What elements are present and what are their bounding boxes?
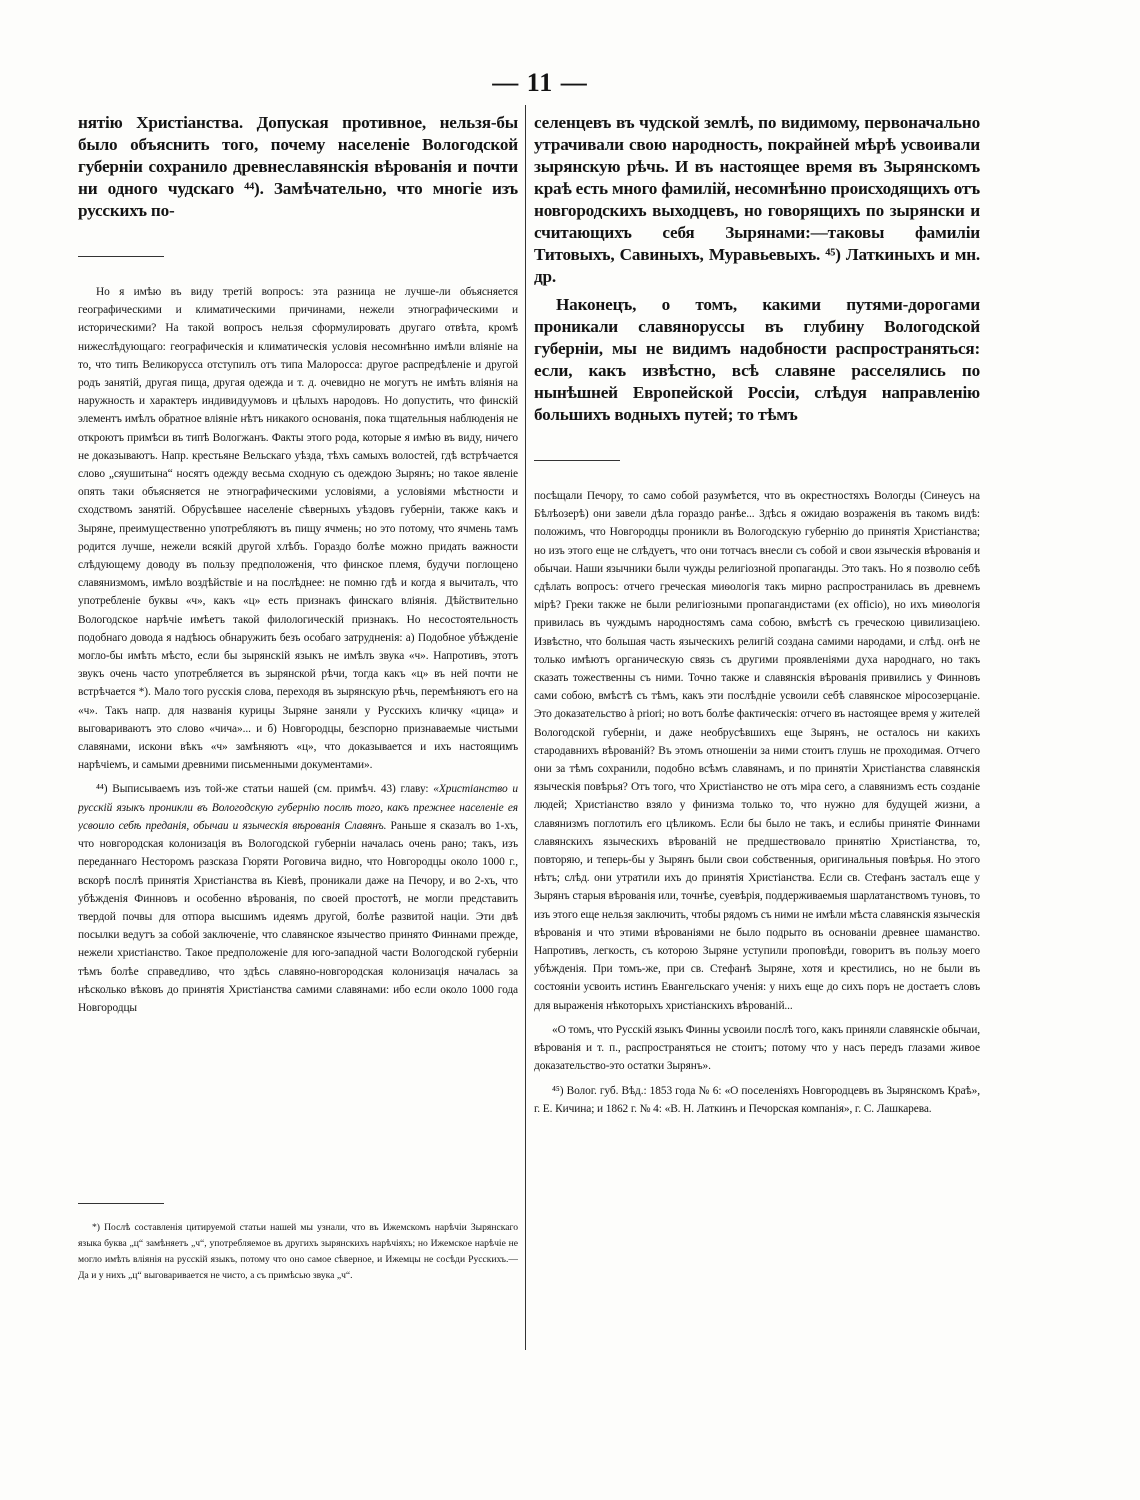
footnote-continued: Но я имѣю въ виду третій вопросъ: эта разница не лучше-ли объясняется географическими и климатическими причинами, нежели этнографическими и историческими? На такой вопросъ нельзя сформулировать другаго отвѣта, кромѣ нижеслѣдующаго: географическія и климатическія условія несомнѣнно имѣли вліяніе на то, что типъ Великорусса отступилъ отъ типа Малоросса: другое распредѣленіе и другой родъ занятій, другая пища, другая одежда и т. д. очевидно не могутъ не имѣть вліянія на наружность и характеръ индивидуумовъ и цѣлыхъ народовъ. Но допустить, что финскій элементъ имѣлъ обратное вліяніе нѣтъ никакого основанія, пока тщательныя наблюденія не откроютъ примѣси въ типѣ Вологжанъ. Факты этого рода, которые я имѣю въ виду, ничего не доказываютъ. Напр. крестьяне Вельскаго уѣзда, тѣхъ самыхъ волостей, гдѣ встрѣчается слово „сяушитына“ носятъ одежду весьма сходную съ одеждою Зырянъ; но такое явленіе опять таки объясняется не этнографическими условіями, а условіями мѣстности и сходствомъ занятій. Обрусѣвшее населеніе сѣверныхъ уѣздовъ губерніи, также какъ и Зыряне, преимущественно употребляютъ въ пищу ячмень; но это потому, что ячмень тамъ родится лучше, нежели всякій другой хлѣбъ. Гораздо болѣе можно придать важности слѣдующему доводу въ пользу предположенія, что финское племя, будучи поглощено славянизмомъ, имѣло воздѣйствіе и на послѣднее: не помню гдѣ и когда я вычиталъ, что употребленіе буквы «ч», какъ «ц» есть признакъ финскаго вліянія. Дѣйствительно Вологодское нарѣчіе имѣетъ такой филологическій признакъ. Но несостоятельность подобнаго довода я надѣюсь обнаружить безъ особаго затрудненія: а) Подобное убѣжденіе могло-бы имѣть мѣсто, если бы зырянскій языкъ не имѣлъ звука «ч». Напротивъ, этотъ звукъ очень часто употребляется въ зырянской рѣчи, тогда какъ «ц» въ ней почти не встрѣчается *). Мало того русскія слова, переходя въ зырянскую рѣчь, перемѣняютъ его на «ч». Такъ напр. для названія курицы Зыряне заняли у Русскихъ кличку «цица» и выговариваютъ это слово «чича»... и б) Новгородцы, безспорно признаваемые чистыми славянами, искони вѣкъ «ч» замѣняютъ «ц», что доказывается и ихъ настоящимъ нарѣчіемъ, и самыми древними письменными документами». — [78, 286, 518, 772]
page-number: — 11 — — [492, 68, 588, 97]
footnote-44-rest: Раньше я сказалъ во 1-хъ, что новгородская колонизація въ Вологодской губерніи началась очень рано; такъ, изъ переданнаго Несторомъ разсказа Гюряти Роговича видно, что Новгородцы около 1000 г., вскорѣ послѣ принятія Христіанства въ Кіевѣ, проникали даже на Печору, и во 2-хъ, что убѣжденія Финновъ и особенно вѣрованія, по своей простотѣ, не могли представить твердой почвы для отпора высшимъ идеямъ другой, болѣе развитой націи. Эти двѣ посылки ведутъ за собой заключеніе, что славянское язычество принято Финнами прежде, нежели христіанство. Такое предположеніе для юго-западной части Вологодской губерніи тѣмъ болѣе справедливо, что здѣсь славяно-новгородская колонизація началась за нѣсколько вѣковъ до принятія Христіанства самими славянами: ибо если около 1000 года Новгородцы — [78, 819, 518, 1014]
footnote-44 — [78, 780, 518, 1017]
footnote-44-intro: ⁴⁴) Выписываемъ изъ той-же статьи нашей (см. примѣч. 43) главу: — [96, 783, 429, 796]
footnote-separator-right — [534, 460, 620, 461]
left-main-text: нятію Христіанства. Допуская противное, нельзя-бы было объяснить того, почему населеніе Вологодской губерніи сохранило древнеславянскія вѣрованія и почти ни одного чудскаго ⁴⁴). Замѣчательно, что многіе изъ русскихъ по- — [78, 113, 518, 220]
right-column — [534, 112, 980, 1352]
footnote-separator-small — [78, 1203, 164, 1204]
left-bottom-footnote — [78, 1203, 518, 1333]
footnote-44-quote: «Христіанство и русскій языкъ проникли въ Вологодскую губернію послѣ того, какъ прежнее населеніе ея усвоило себѣ преданія, обычаи и языческія вѣрованія Славянъ. — [78, 783, 518, 832]
right-main-text-1: селенцевъ въ чудской землѣ, по видимому, первоначально утрачивали свою народность, покрайней мѣрѣ усвоивали зырянскую рѣчь. И въ настоящее время въ Зырянскомъ краѣ есть много фамилій, несомнѣнно происходящихъ отъ новгородскихъ выходцевъ, но говорящихъ по зырянски и считающихъ себя Зырянами:—таковы фамиліи Титовыхъ, Савиныхъ, Муравьевыхъ. ⁴⁵) Латкиныхъ и мн. др. — [534, 113, 980, 286]
footnote-44-conclusion: «О томъ, что Русскій языкъ Финны усвоили послѣ того, какъ приняли славянскіе обычаи, вѣрованія и т. п., распространяться не стоитъ; потому что у насъ передъ глазами живое доказательство-это остатки Зырянъ». — [534, 1023, 980, 1073]
right-main-text-2: Наконецъ, о томъ, какими путями-дорогами проникали славянорусcы въ глубину Вологодской губерніи, мы не видимъ надобности распространяться: если, какъ извѣстно, всѣ славяне расселялись по нынѣшней Европейской Россіи, слѣдуя направленію большихъ водныхъ путей; то тѣмъ — [534, 295, 980, 424]
footnote-star: *) Послѣ составленія цитируемой статьи нашей мы узнали, что въ Ижемскомъ нарѣчіи Зырянскаго языка буква „ц“ замѣняетъ „ч“, употребляемое въ другихъ зырянскихъ нарѣчіяхъ; но Ижемское нарѣчіе не могло имѣть вліянія на русскій языкъ, потому что оно самое сѣверное, и Ижемцы не сосѣди Русскихъ.— Да и у нихъ „ц“ выговаривается не чисто, а съ примѣсью звука „ч“. — [78, 1222, 518, 1281]
column-divider — [525, 105, 526, 1350]
footnote-45: ⁴⁵) Волог. губ. Вѣд.: 1853 года № 6: «О поселеніяхъ Новгородцевъ въ Зырянскомъ Краѣ», г. Е. Кичина; и 1862 г. № 4: «В. Н. Латкинъ и Печорская компанія», г. С. Лашкарева. — [534, 1084, 980, 1115]
footnote-separator — [78, 256, 164, 257]
left-column — [78, 112, 518, 1352]
footnote-44-continued: посѣщали Печору, то само собой разумѣется, что въ окрестностяхъ Вологды (Синеусъ на Бѣлѣозерѣ) они завели дѣла гораздо ранѣе... Здѣсь я ожидаю возраженія въ такомъ видѣ: положимъ, что Новгородцы проникли въ Вологодскую губернію до принятія Христіанства; но изъ этого еще не слѣдуетъ, что они тотчасъ внесли съ собой и свои языческія вѣрованія и обычаи. Наши язычники были чужды религіозной пропаганды. Это такъ. Но я позволю себѣ сдѣлать вопросъ: отчего греческая миѳологія такъ мирно распространилась въ древнемъ мірѣ? Греки также не были религіозными пропагандистами (ex officio), но ихъ миѳологія привилась въ чуждымъ народностямъ сама собою, вмѣстѣ съ греческою цивилизаціею. Извѣстно, что большая часть языческихъ религій создана самими народами, и слѣд. онѣ не только имѣютъ органическую связь съ другими проявленіями духа народнаго, но такъ сказать тожественны съ ними. Точно также и славянскія вѣрованія привились у Финновъ сами собою, вмѣстѣ съ тѣмъ, какъ эти послѣдніе усвоили себѣ славянское міросозерцаніе. Это доказательство à priori; но вотъ болѣе фактическія: отчего въ настоящее время у жителей Вологодской губерніи, и даже необрусѣвшихъ еще Зырянъ, не осталось ни какихъ стародавнихъ вѣрованій? Въ этомъ отношеніи за ними стоитъ глушь не проходимая. Отчего они за тѣмъ сохранили, подобно всѣмъ славянамъ, и по принятіи Христіанства славянскія языческія повѣрья? Отъ того, что Христіанство не отъ міра сего, а славянизмъ есть созданіе людей; Христіанство взяло у финизма только то, что нужно для будущей жизни, а славянизмъ поглотилъ его цѣликомъ. Если бы было не такъ, и еслибы принятіе Финнами славянскихъ языческихъ вѣрованій не предшествовало принятію Христіанства, то, повторяю, и теперь-бы у Зырянъ были свои собственныя, оригинальныя повѣрья. Но этого нѣтъ; слѣд. они утратили ихъ до принятія Христіанства. Если св. Стефанъ засталъ еще у Зырянъ старыя вѣрованія или, точнѣе, суевѣрія, поддерживаемыя шарлатанствомъ туновъ, то изъ этого еще нельзя заключить, чтобы рядомъ съ ними не имѣли мѣста славянскія языческія вѣрованія и что этими вѣрованіями не было подрыто въ основаніи древнее шаманство. Напротивъ, легкость, съ которою Зыряне уступили проповѣди, говоритъ въ пользу моего убѣжденія. При томъ-же, при св. Стефанѣ Зыряне, хотя и крестились, но не были въ состояніи усвоить истинъ Евангельскаго ученія: у нихъ еще до сихъ поръ не достаетъ словъ для выраженія нѣкоторыхъ христіанскихъ вѣрованій... — [534, 490, 980, 1012]
